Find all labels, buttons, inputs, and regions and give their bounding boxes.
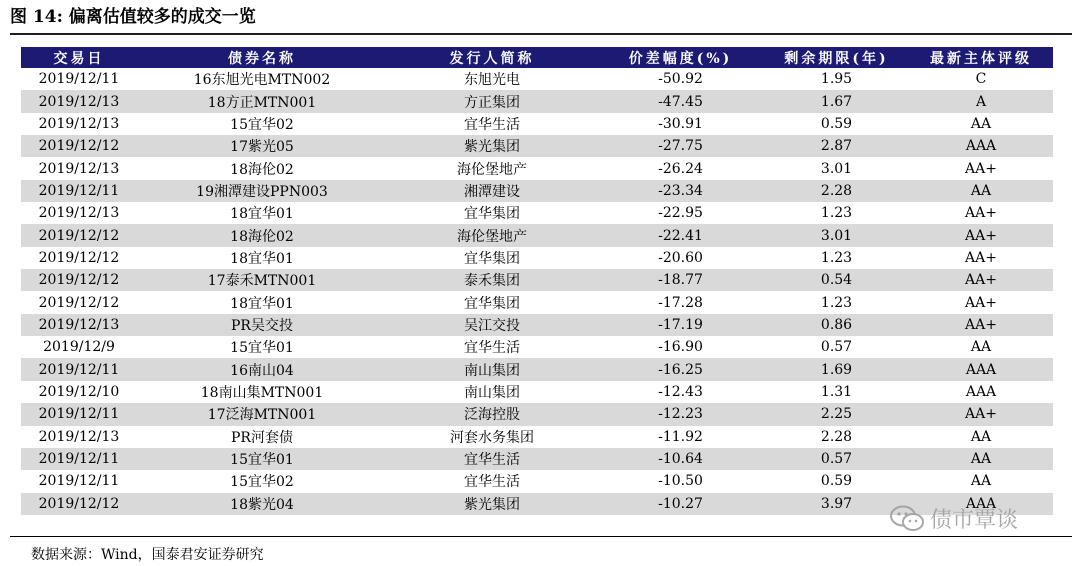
table-row	[21, 68, 1053, 90]
cell-issuer: 泛海控股	[464, 407, 520, 424]
cell-spread-pct: -10.27	[658, 495, 703, 512]
cell-spread-pct: -26.24	[658, 160, 703, 177]
cell-rating: AA	[970, 182, 992, 199]
table-row	[21, 269, 1053, 291]
table-row	[21, 135, 1053, 157]
cell-trade-date: 2019/12/12	[38, 227, 120, 244]
cell-bond-name: 17紫光05	[230, 139, 294, 156]
cell-trade-date: 2019/12/9	[43, 339, 115, 356]
header-rating: 最新主体评级	[930, 50, 1032, 67]
cell-spread-pct: -16.25	[658, 361, 703, 378]
cell-bond-name: 18南山集MTN001	[200, 384, 324, 401]
cell-bond-name: 15宜华01	[230, 452, 294, 469]
cell-bond-name: 19湘潭建设PPN003	[196, 183, 328, 200]
table-row	[21, 358, 1053, 380]
table-row	[21, 180, 1053, 202]
cell-rating: AA	[970, 339, 992, 356]
cell-rating: AA+	[965, 205, 997, 222]
cell-rating: C	[975, 71, 987, 88]
cell-spread-pct: -18.77	[658, 272, 703, 289]
cell-spread-pct: -12.43	[658, 383, 703, 400]
cell-remaining-term: 0.54	[820, 272, 853, 289]
cell-remaining-term: 1.31	[820, 383, 853, 400]
deviation-table	[21, 47, 1053, 515]
table-row	[21, 448, 1053, 470]
cell-remaining-term: 1.23	[820, 205, 853, 222]
cell-spread-pct: -30.91	[658, 115, 703, 132]
table-header	[21, 47, 1053, 68]
table-row	[21, 470, 1053, 492]
cell-rating: AAA	[965, 495, 997, 512]
cell-spread-pct: -22.41	[658, 227, 703, 244]
table-row	[21, 336, 1053, 358]
cell-trade-date: 2019/12/13	[38, 316, 120, 333]
cell-trade-date: 2019/12/11	[38, 71, 120, 88]
cell-spread-pct: -17.19	[658, 316, 703, 333]
watermark-text: 债市覃谈	[930, 508, 1019, 533]
source-note: 数据来源：Wind，国泰君安证券研究	[31, 547, 264, 563]
cell-bond-name: PR吴交投	[231, 317, 293, 334]
wechat-icon	[890, 505, 924, 533]
cell-rating: AAA	[965, 361, 997, 378]
cell-rating: AA+	[965, 272, 997, 289]
cell-issuer: 紫光集团	[464, 139, 520, 156]
cell-bond-name: 15宜华02	[230, 474, 294, 491]
cell-issuer: 河套水务集团	[450, 429, 534, 446]
cell-spread-pct: -12.23	[658, 406, 703, 423]
cell-trade-date: 2019/12/13	[38, 93, 120, 110]
cell-bond-name: 17泛海MTN001	[207, 407, 317, 424]
cell-remaining-term: 1.95	[820, 71, 853, 88]
cell-issuer: 紫光集团	[464, 496, 520, 513]
cell-trade-date: 2019/12/11	[38, 406, 120, 423]
cell-remaining-term: 2.28	[820, 428, 853, 445]
cell-bond-name: 18宜华01	[230, 206, 294, 223]
cell-rating: AA+	[965, 294, 997, 311]
cell-trade-date: 2019/12/13	[38, 115, 120, 132]
cell-rating: AA+	[965, 406, 997, 423]
cell-trade-date: 2019/12/11	[38, 182, 120, 199]
cell-spread-pct: -47.45	[658, 93, 703, 110]
cell-spread-pct: -27.75	[658, 138, 703, 155]
cell-remaining-term: 1.69	[820, 361, 853, 378]
cell-remaining-term: 2.87	[820, 138, 853, 155]
cell-rating: AA	[970, 451, 992, 468]
cell-bond-name: 18海伦02	[230, 228, 294, 245]
cell-trade-date: 2019/12/13	[38, 428, 120, 445]
table-row	[21, 224, 1053, 246]
header-spread-pct: 价差幅度(%)	[628, 50, 733, 67]
cell-remaining-term: 1.23	[820, 249, 853, 266]
table-row	[21, 403, 1053, 425]
cell-remaining-term: 0.57	[820, 451, 853, 468]
cell-remaining-term: 2.28	[820, 182, 853, 199]
cell-issuer: 宜华生活	[464, 474, 520, 491]
header-bond-name: 债券名称	[228, 50, 296, 67]
bottom-rule	[10, 536, 1072, 537]
cell-trade-date: 2019/12/12	[38, 249, 120, 266]
top-rule	[10, 33, 1072, 35]
cell-rating: AAA	[965, 383, 997, 400]
cell-rating: AAA	[965, 138, 997, 155]
table-row	[21, 426, 1053, 448]
cell-rating: AA+	[965, 160, 997, 177]
cell-rating: AA+	[965, 316, 997, 333]
cell-spread-pct: -22.95	[658, 205, 703, 222]
table-row	[21, 90, 1053, 112]
table-row	[21, 202, 1053, 224]
cell-trade-date: 2019/12/12	[38, 294, 120, 311]
cell-bond-name: 15宜华01	[230, 340, 294, 357]
cell-rating: A	[975, 93, 987, 110]
table-row	[21, 314, 1053, 336]
cell-spread-pct: -20.60	[658, 249, 703, 266]
cell-trade-date: 2019/12/12	[38, 495, 120, 512]
watermark	[890, 503, 1018, 534]
cell-remaining-term: 0.86	[820, 316, 853, 333]
cell-issuer: 泰禾集团	[464, 273, 520, 290]
cell-trade-date: 2019/12/11	[38, 451, 120, 468]
cell-issuer: 吴江交投	[464, 317, 520, 334]
cell-bond-name: 18宜华01	[230, 250, 294, 267]
cell-rating: AA+	[965, 227, 997, 244]
cell-issuer: 南山集团	[464, 384, 520, 401]
cell-remaining-term: 2.25	[820, 406, 853, 423]
cell-trade-date: 2019/12/11	[38, 361, 120, 378]
cell-spread-pct: -50.92	[658, 71, 703, 88]
cell-bond-name: 18海伦02	[230, 161, 294, 178]
cell-rating: AA	[970, 428, 992, 445]
cell-bond-name: 17泰禾MTN001	[207, 273, 317, 290]
table-row	[21, 291, 1053, 313]
cell-rating: AA+	[965, 249, 997, 266]
cell-spread-pct: -17.28	[658, 294, 703, 311]
table-row	[21, 381, 1053, 403]
cell-issuer: 宜华生活	[464, 340, 520, 357]
cell-issuer: 宜华集团	[464, 206, 520, 223]
header-remaining-term: 剩余期限(年)	[784, 50, 889, 67]
cell-trade-date: 2019/12/13	[38, 160, 120, 177]
header-issuer: 发行人简称	[449, 50, 535, 67]
cell-remaining-term: 3.01	[820, 227, 853, 244]
cell-issuer: 宜华集团	[464, 250, 520, 267]
table-row	[21, 247, 1053, 269]
cell-issuer: 东旭光电	[464, 72, 520, 89]
cell-issuer: 宜华生活	[464, 116, 520, 133]
cell-spread-pct: -11.92	[658, 428, 703, 445]
cell-remaining-term: 0.59	[820, 473, 853, 490]
cell-spread-pct: -10.64	[658, 451, 703, 468]
cell-issuer: 宜华集团	[464, 295, 520, 312]
cell-issuer: 南山集团	[464, 362, 520, 379]
figure-title: 图 14: 偏离估值较多的成交一览	[10, 7, 256, 27]
cell-trade-date: 2019/12/12	[38, 138, 120, 155]
cell-spread-pct: -10.50	[658, 473, 703, 490]
cell-issuer: 宜华生活	[464, 452, 520, 469]
cell-bond-name: 18方正MTN001	[207, 94, 317, 111]
cell-bond-name: 16东旭光电MTN002	[193, 72, 331, 89]
cell-rating: AA	[970, 473, 992, 490]
cell-issuer: 海伦堡地产	[457, 228, 527, 245]
cell-spread-pct: -23.34	[658, 182, 703, 199]
cell-trade-date: 2019/12/10	[38, 383, 120, 400]
cell-rating: AA	[970, 115, 992, 132]
cell-spread-pct: -16.90	[658, 339, 703, 356]
table-body	[21, 68, 1053, 515]
cell-issuer: 方正集团	[464, 94, 520, 111]
cell-remaining-term: 1.23	[820, 294, 853, 311]
cell-issuer: 湘潭建设	[464, 183, 520, 200]
cell-trade-date: 2019/12/11	[38, 473, 120, 490]
cell-remaining-term: 3.97	[820, 495, 853, 512]
cell-bond-name: PR河套债	[231, 429, 293, 446]
cell-issuer: 海伦堡地产	[457, 161, 527, 178]
cell-bond-name: 16南山04	[230, 362, 294, 379]
cell-remaining-term: 3.01	[820, 160, 853, 177]
cell-remaining-term: 0.59	[820, 115, 853, 132]
cell-remaining-term: 1.67	[820, 93, 853, 110]
cell-bond-name: 15宜华02	[230, 116, 294, 133]
cell-bond-name: 18宜华01	[230, 295, 294, 312]
cell-trade-date: 2019/12/13	[38, 205, 120, 222]
table-row	[21, 157, 1053, 179]
cell-trade-date: 2019/12/12	[38, 272, 120, 289]
header-trade-date: 交易日	[53, 50, 105, 67]
cell-remaining-term: 0.57	[820, 339, 853, 356]
cell-bond-name: 18紫光04	[230, 496, 294, 513]
table-row	[21, 113, 1053, 135]
